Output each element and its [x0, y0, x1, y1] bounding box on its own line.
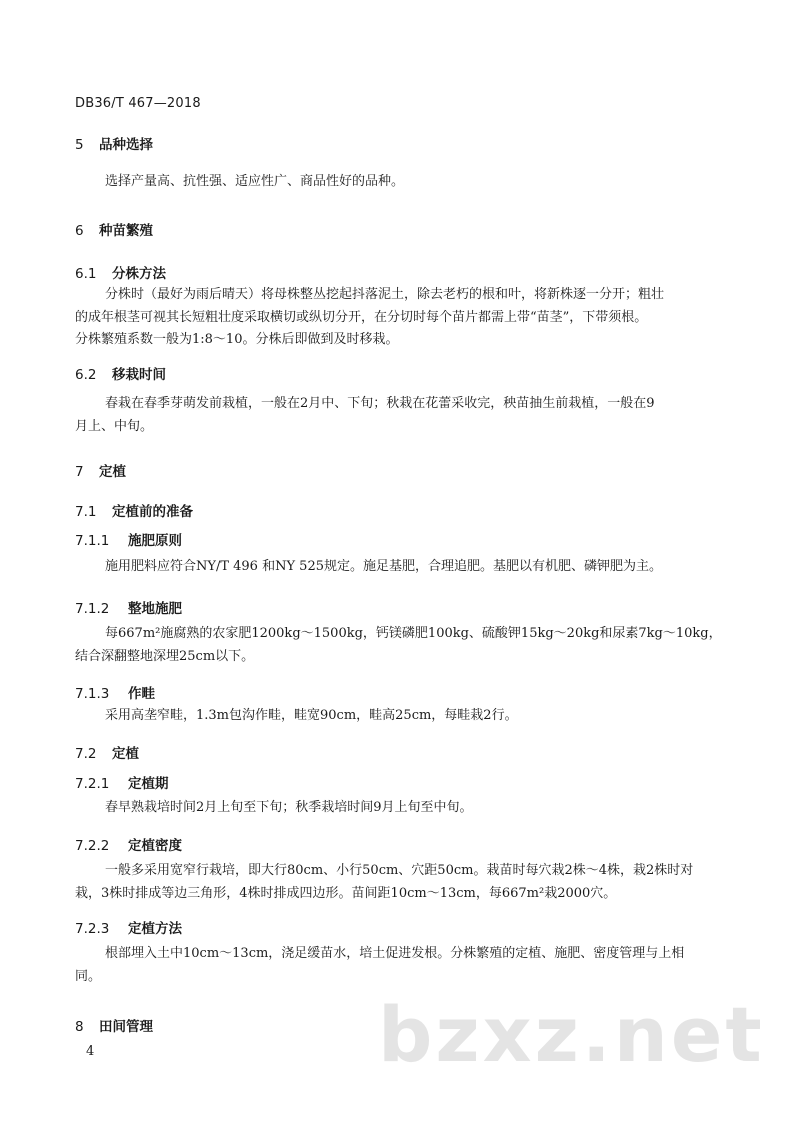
heading-number: 7.2.1: [75, 776, 110, 792]
watermark-logo: bzxz.net: [378, 990, 765, 1079]
heading-title: 定植期: [128, 776, 169, 792]
paragraph-line: 分株繁殖系数一般为1:8～10。分株后即做到及时移栽。: [75, 332, 399, 347]
heading-number: 6.2: [75, 367, 97, 383]
heading-number: 7.2.2: [75, 838, 110, 854]
document-id: DB36/T 467—2018: [75, 96, 201, 111]
heading-number: 6.1: [75, 266, 97, 282]
paragraph-5: [75, 171, 715, 194]
heading-title: 定植密度: [128, 838, 182, 854]
heading-number: 5: [75, 137, 84, 153]
heading-title: 定植: [99, 464, 126, 480]
heading-7: [75, 460, 126, 480]
paragraph-line: 施用肥料应符合NY/T 496 和NY 525规定。施足基肥，合理追肥。基肥以有机肥、磷钾肥为主。: [105, 559, 662, 574]
paragraph-line: 同。: [75, 968, 102, 984]
heading-8: [75, 1015, 153, 1035]
paragraph-7-2-2: [75, 860, 715, 905]
paragraph-line: 结合深翻整地深埋25cm以下。: [75, 648, 255, 664]
heading-number: 7.1.2: [75, 601, 110, 617]
heading-title: 种苗繁殖: [99, 223, 153, 239]
heading-title: 定植前的准备: [112, 504, 193, 520]
heading-6: [75, 219, 153, 239]
paragraph-7-1-1: [75, 556, 715, 579]
heading-7-1-2: [75, 597, 182, 617]
heading-number: 7.2: [75, 746, 97, 762]
heading-7-1-1: [75, 529, 182, 549]
paragraph-line: 春栽在春季芽萌发前栽植，一般在2月中、下旬；秋栽在花蕾采收完，秧苗抽生前栽植，一般在9: [105, 396, 655, 411]
heading-6-1: [75, 262, 166, 282]
heading-number: 8: [75, 1019, 84, 1035]
paragraph-line: 一般多采用宽窄行栽培，即大行80cm、小行50cm、穴距50cm。栽苗时每穴栽2株～4株，栽2株时对: [105, 863, 694, 878]
heading-7-2-2: [75, 834, 182, 854]
heading-title: 作畦: [128, 686, 155, 702]
heading-number: 7.1.3: [75, 686, 110, 702]
paragraph-line: 根部埋入土中10cm～13cm，浇足缓苗水，培土促进发根。分株繁殖的定植、施肥、密度管理与上相: [105, 946, 685, 961]
heading-title: 定植方法: [128, 921, 182, 937]
heading-number: 7.2.3: [75, 921, 110, 937]
paragraph-7-1-3: [75, 705, 715, 728]
heading-number: 7: [75, 464, 84, 480]
heading-title: 田间管理: [99, 1019, 153, 1035]
paragraph-7-1-2: [75, 623, 722, 668]
heading-title: 施肥原则: [128, 533, 182, 549]
paragraph-line: 春早熟栽培时间2月上旬至下旬；秋季栽培时间9月上旬至中旬。: [105, 800, 473, 815]
paragraph-6-1: [75, 284, 715, 352]
heading-7-2-3: [75, 917, 182, 937]
paragraph-7-2-1: [75, 797, 715, 820]
paragraph-line: 采用高垄窄畦，1.3m包沟作畦，畦宽90cm，畦高25cm，每畦栽2行。: [105, 708, 518, 723]
heading-title: 分株方法: [112, 266, 166, 282]
heading-7-2-1: [75, 772, 169, 792]
paragraph-line: 月上、中旬。: [75, 418, 154, 434]
paragraph-line: 选择产量高、抗性强、适应性广、商品性好的品种。: [105, 174, 405, 189]
paragraph-line: 栽，3株时排成等边三角形，4株时排成四边形。苗间距10cm～13cm，每667m²栽2000穴。: [75, 885, 617, 901]
heading-5: [75, 133, 153, 153]
page-number: 4: [86, 1044, 95, 1059]
heading-title: 整地施肥: [128, 601, 182, 617]
heading-title: 移栽时间: [112, 367, 166, 383]
heading-7-2: [75, 742, 139, 762]
paragraph-line: 分株时（最好为雨后晴天）将母株整丛挖起抖落泥土，除去老朽的根和叶，将新株逐一分开；粗壮: [105, 287, 665, 302]
heading-title: 定植: [112, 746, 139, 762]
paragraph-7-2-3: [75, 943, 715, 988]
heading-title: 品种选择: [99, 137, 153, 153]
heading-6-2: [75, 363, 166, 383]
paragraph-line: 每667m²施腐熟的农家肥1200kg～1500kg，钙镁磷肥100kg、硫酸钾15kg～20kg和尿素7kg～10kg，: [105, 626, 722, 641]
heading-number: 6: [75, 223, 84, 239]
paragraph-6-2: [75, 393, 715, 438]
heading-7-1: [75, 500, 193, 520]
heading-number: 7.1: [75, 504, 97, 520]
heading-number: 7.1.1: [75, 533, 110, 549]
heading-7-1-3: [75, 682, 155, 702]
paragraph-line: 的成年根茎可视其长短粗壮度采取横切或纵切分开，在分切时每个苗片都需上带“苗茎”，下带须根。: [75, 309, 648, 325]
